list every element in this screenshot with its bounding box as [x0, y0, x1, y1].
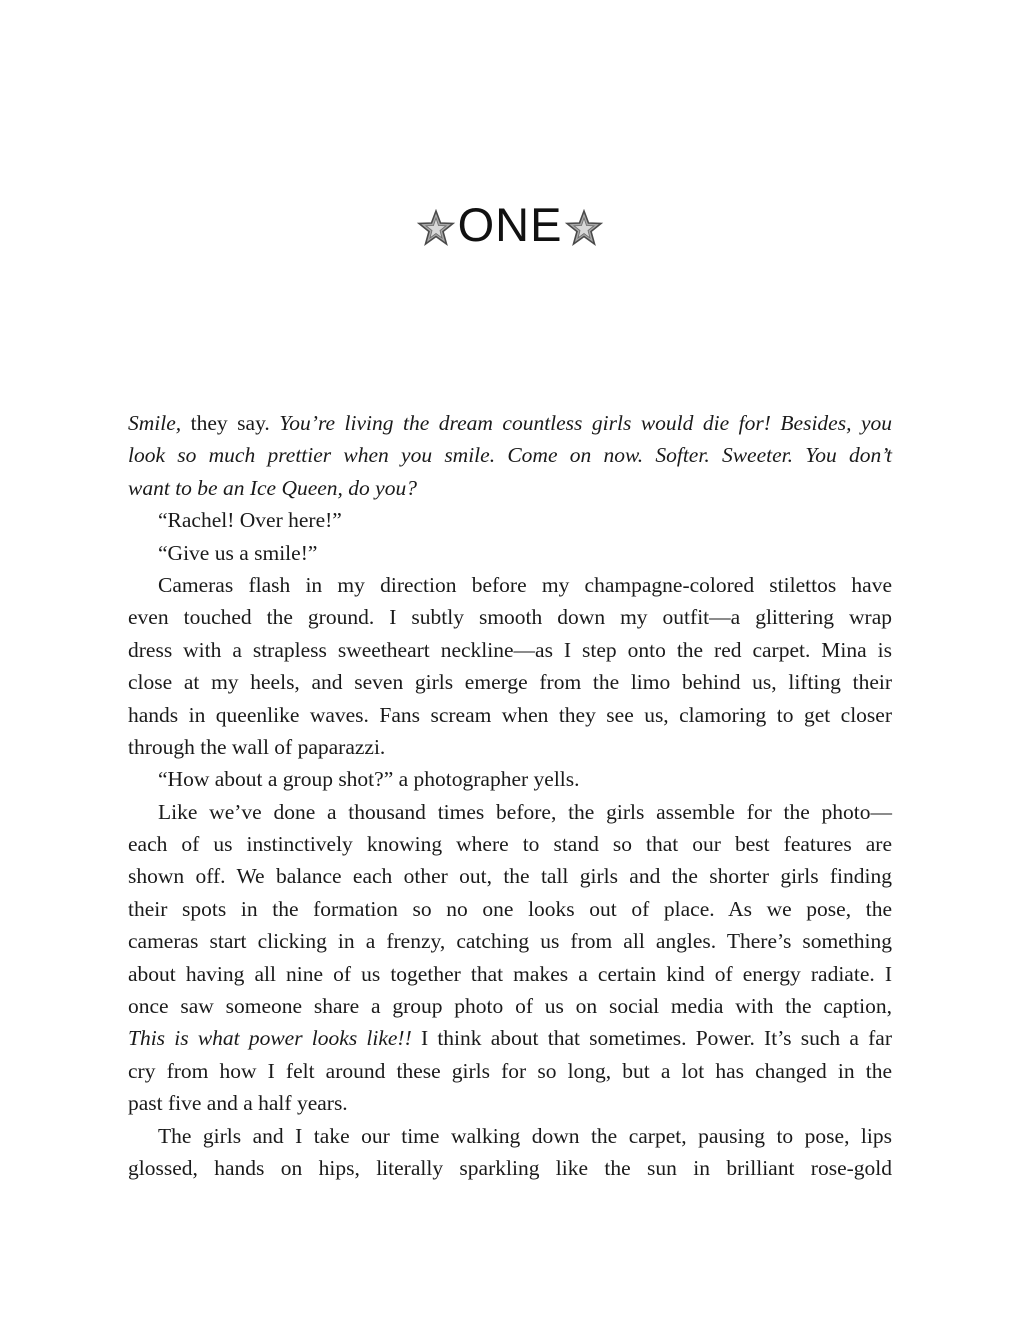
plain-text: I think about that sometimes. Power. It’s such a far — [411, 1026, 892, 1051]
chapter-title: ONE — [457, 197, 563, 251]
text-line — [128, 1022, 892, 1054]
text-line: through the wall of paparazzi. — [128, 734, 386, 759]
text-line: Like we’ve done a thousand times before, the girls assemble for the photo— — [158, 799, 892, 824]
italic-text: Smile, — [128, 411, 182, 435]
dialogue-line: “Rachel! Over here!” — [158, 508, 342, 533]
star-icon — [416, 209, 456, 249]
text-line: look so much prettier when you smile. Come on now. Softer. Sweeter. You don’t — [128, 443, 892, 468]
text-line: shown off. We balance each other out, the tall girls and the shorter girls finding — [128, 864, 892, 889]
text-line: each of us instinctively knowing where to stand so that our best features are — [128, 832, 892, 857]
dialogue-line: “How about a group shot?” a photographer yells. — [158, 767, 580, 792]
text-line: The girls and I take our time walking down the carpet, pausing to pose, lips — [158, 1123, 892, 1148]
text-line: hands in queenlike waves. Fans scream when they see us, clamoring to get closer — [128, 702, 892, 727]
chapter-heading — [0, 192, 1020, 256]
text-line: close at my heels, and seven girls emerge from the limo behind us, lifting their — [128, 670, 892, 695]
text-line: Cameras flash in my direction before my champagne-colored stilettos have — [158, 572, 892, 597]
italic-text: This is what power looks like!! — [128, 1026, 412, 1051]
text-line: want to be an Ice Queen, do you? — [128, 475, 417, 500]
text-line: dress with a strapless sweetheart neckline—as I step onto the red carpet. Mina is — [128, 637, 892, 662]
text-line: cameras start clicking in a frenzy, catching us from all angles. There’s something — [128, 929, 892, 954]
body-text — [128, 407, 892, 1184]
text-line: their spots in the formation so no one looks out of place. As we pose, the — [128, 896, 892, 921]
text-line — [128, 407, 892, 439]
text-line: cry from how I felt around these girls for so long, but a lot has changed in the — [128, 1058, 892, 1083]
star-icon — [564, 209, 604, 249]
text-line: past five and a half years. — [128, 1091, 348, 1116]
text-line: even touched the ground. I subtly smooth down my outfit—a glittering wrap — [128, 605, 892, 630]
text-line: glossed, hands on hips, literally sparkling like the sun in brilliant rose-gold — [128, 1155, 892, 1180]
text-line: once saw someone share a group photo of us on social media with the caption, — [128, 994, 892, 1019]
dialogue-line: “Give us a smile!” — [158, 540, 318, 565]
text-line: about having all nine of us together that makes a certain kind of energy radiate. I — [128, 961, 892, 986]
plain-text: they say. — [181, 411, 280, 435]
italic-text: You’re living the dream countless girls would die for! Besides, you — [279, 411, 892, 435]
